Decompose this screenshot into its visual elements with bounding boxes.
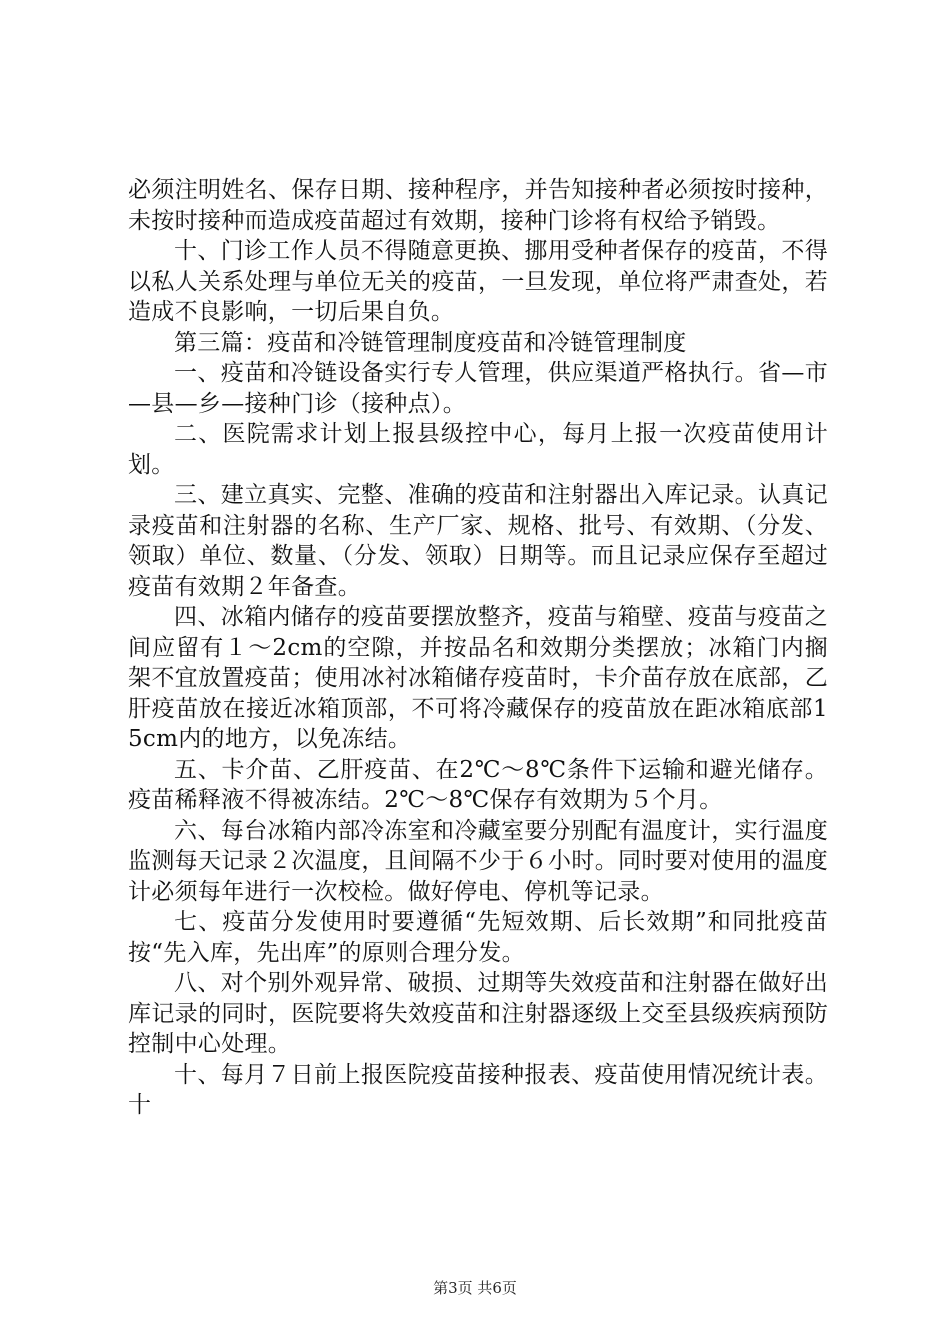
paragraph-item-10-reports: 十、每月７日前上报医院疫苗接种报表、疫苗使用情况统计表。十 [128,1061,828,1118]
document-body [128,175,828,1121]
paragraph-item-4: 四、冰箱内储存的疫苗要摆放整齐，疫苗与箱壁、疫苗与疫苗之间应留有１～2cm的空隙，并按品名和效期分类摆放；冰箱门内搁架不宜放置疫苗；使用冰衬冰箱储存疫苗时，卡介苗存放在底部，乙肝疫苗放在接近冰箱顶部，不可将冷藏保存的疫苗放在距冰箱底部15cm内的地方，以免冻结。 [128,604,828,752]
paragraph-item-1: 一、疫苗和冷链设备实行专人管理，供应渠道严格执行。省—市—县—乡—接种门诊（接种点）。 [128,360,828,417]
paragraph-item-5: 五、卡介苗、乙肝疫苗、在2℃～8℃条件下运输和避光储存。疫苗稀释液不得被冻结。2℃～8℃保存有效期为５个月。 [128,756,828,813]
paragraph-item-7: 七、疫苗分发使用时要遵循“先短效期、后长效期”和同批疫苗按“先入库，先出库”的原则合理分发。 [128,909,828,966]
paragraph-item-2: 二、医院需求计划上报县级控中心，每月上报一次疫苗使用计划。 [128,421,828,478]
paragraph-item-10-staff: 十、门诊工作人员不得随意更换、挪用受种者保存的疫苗，不得以私人关系处理与单位无关的疫苗，一旦发现，单位将严肃查处，若造成不良影响，一切后果自负。 [128,238,828,325]
paragraph-continuation: 必须注明姓名、保存日期、接种程序，并告知接种者必须按时接种，未按时接种而造成疫苗超过有效期，接种门诊将有权给予销毁。 [128,177,828,234]
paragraph-item-3: 三、建立真实、完整、准确的疫苗和注射器出入库记录。认真记录疫苗和注射器的名称、生产厂家、规格、批号、有效期、（分发、领取）单位、数量、（分发、领取）日期等。而且记录应保存至超过疫苗有效期２年备查。 [128,482,828,600]
page-indicator: 第3页 共6页 [433,1279,517,1297]
paragraph-item-6: 六、每台冰箱内部冷冻室和冷藏室要分别配有温度计，实行温度监测每天记录２次温度，且间隔不少于６小时。同时要对使用的温度计必须每年进行一次校检。做好停电、停机等记录。 [128,817,828,905]
section-heading-part-3: 第三篇：疫苗和冷链管理制度疫苗和冷链管理制度 [174,329,687,356]
paragraph-item-8: 八、对个别外观异常、破损、过期等失效疫苗和注射器在做好出库记录的同时，医院要将失效疫苗和注射器逐级上交至县级疾病预防控制中心处理。 [128,970,828,1057]
